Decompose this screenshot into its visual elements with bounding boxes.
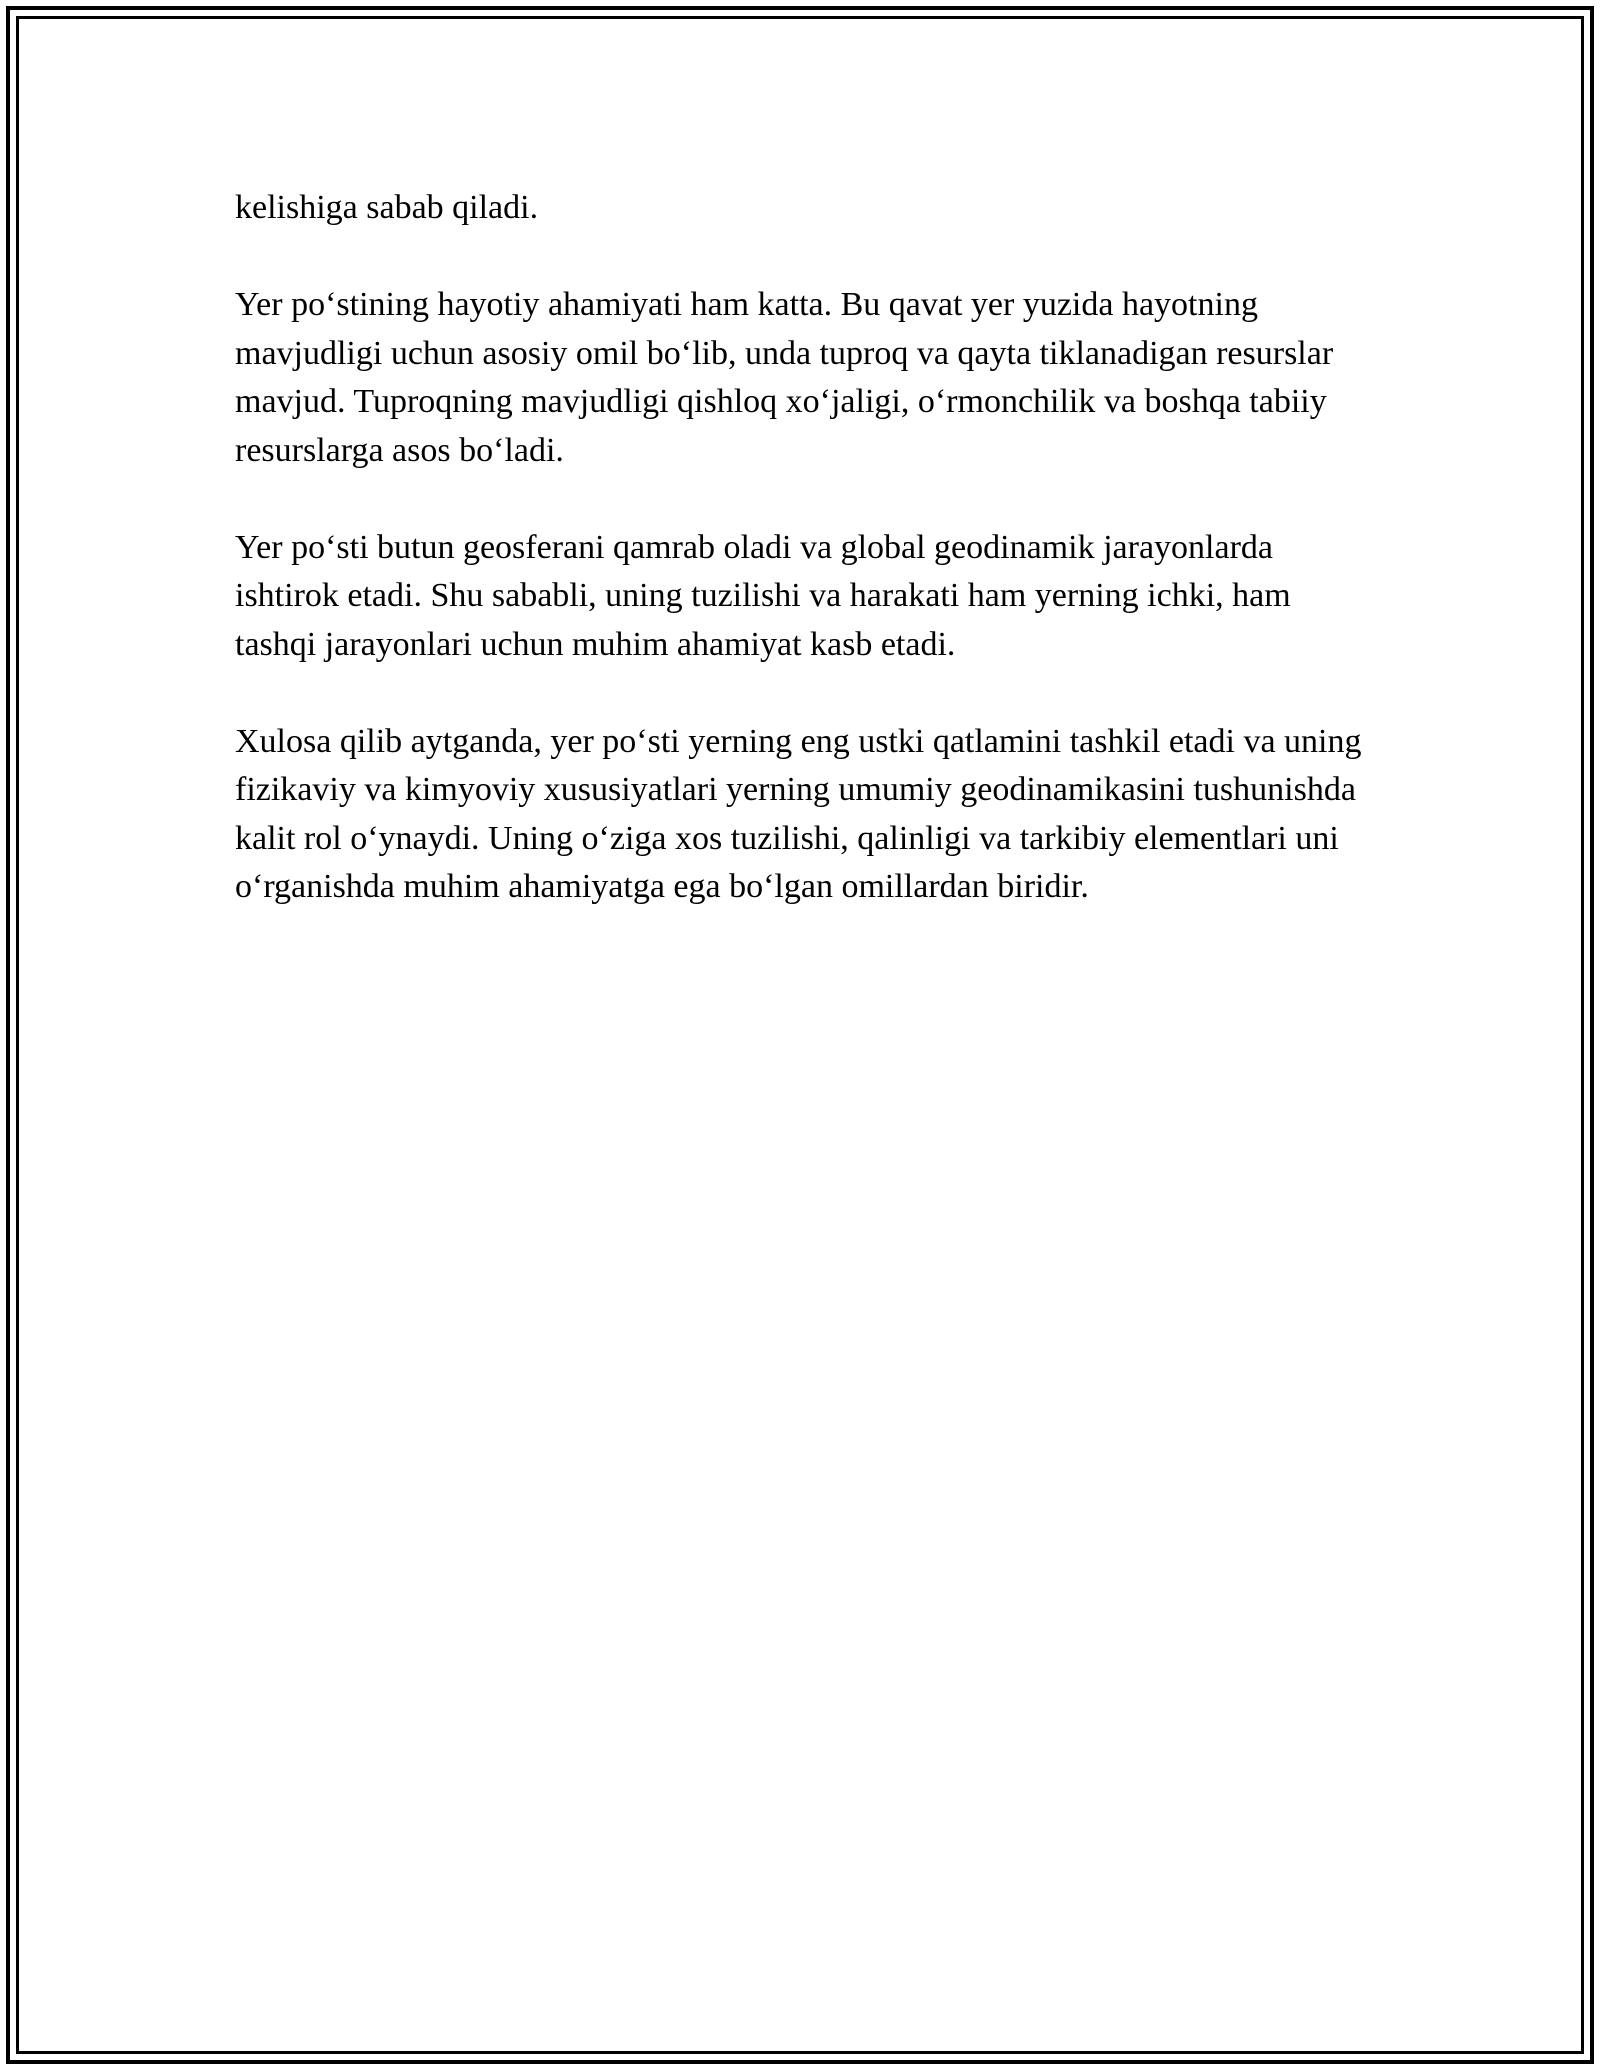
paragraph-conclusion: Xulosa qilib aytganda, yer po‘sti yerning eng ustki qatlamini tashkil etadi va uning fizikaviy va kimyoviy xususiyatlari yerning umumiy geodinamikasini tushunishda kalit rol o‘ynaydi. Uning o‘ziga xos tuzilishi, qalinligi va tarkibiy elementlari uni o‘rganishda muhim ahamiyatga ega bo‘lgan omillardan biridir. bbox=[235, 722, 1362, 905]
paragraph-life-importance: Yer po‘stining hayotiy ahamiyati ham katta. Bu qavat yer yuzida hayotning mavjudligi uchun asosiy omil bo‘lib, unda tuproq va qayta tiklanadigan resurslar mavjud. Tuproqning mavjudligi qishloq xo‘jaligi, o‘rmonchilik va boshqa tabiiy resurslarga asos bo‘ladi. bbox=[235, 286, 1334, 469]
page-content bbox=[235, 184, 1375, 960]
paragraph-geodynamics: Yer po‘sti butun geosferani qamrab oladi va global geodinamik jarayonlarda ishtirok etadi. Shu sababli, uning tuzilishi va harakati ham yerning ichki, ham tashqi jarayonlari uchun muhim ahamiyat kasb etadi. bbox=[235, 528, 1291, 663]
paragraph-continuation: kelishiga sabab qiladi. bbox=[235, 189, 539, 226]
